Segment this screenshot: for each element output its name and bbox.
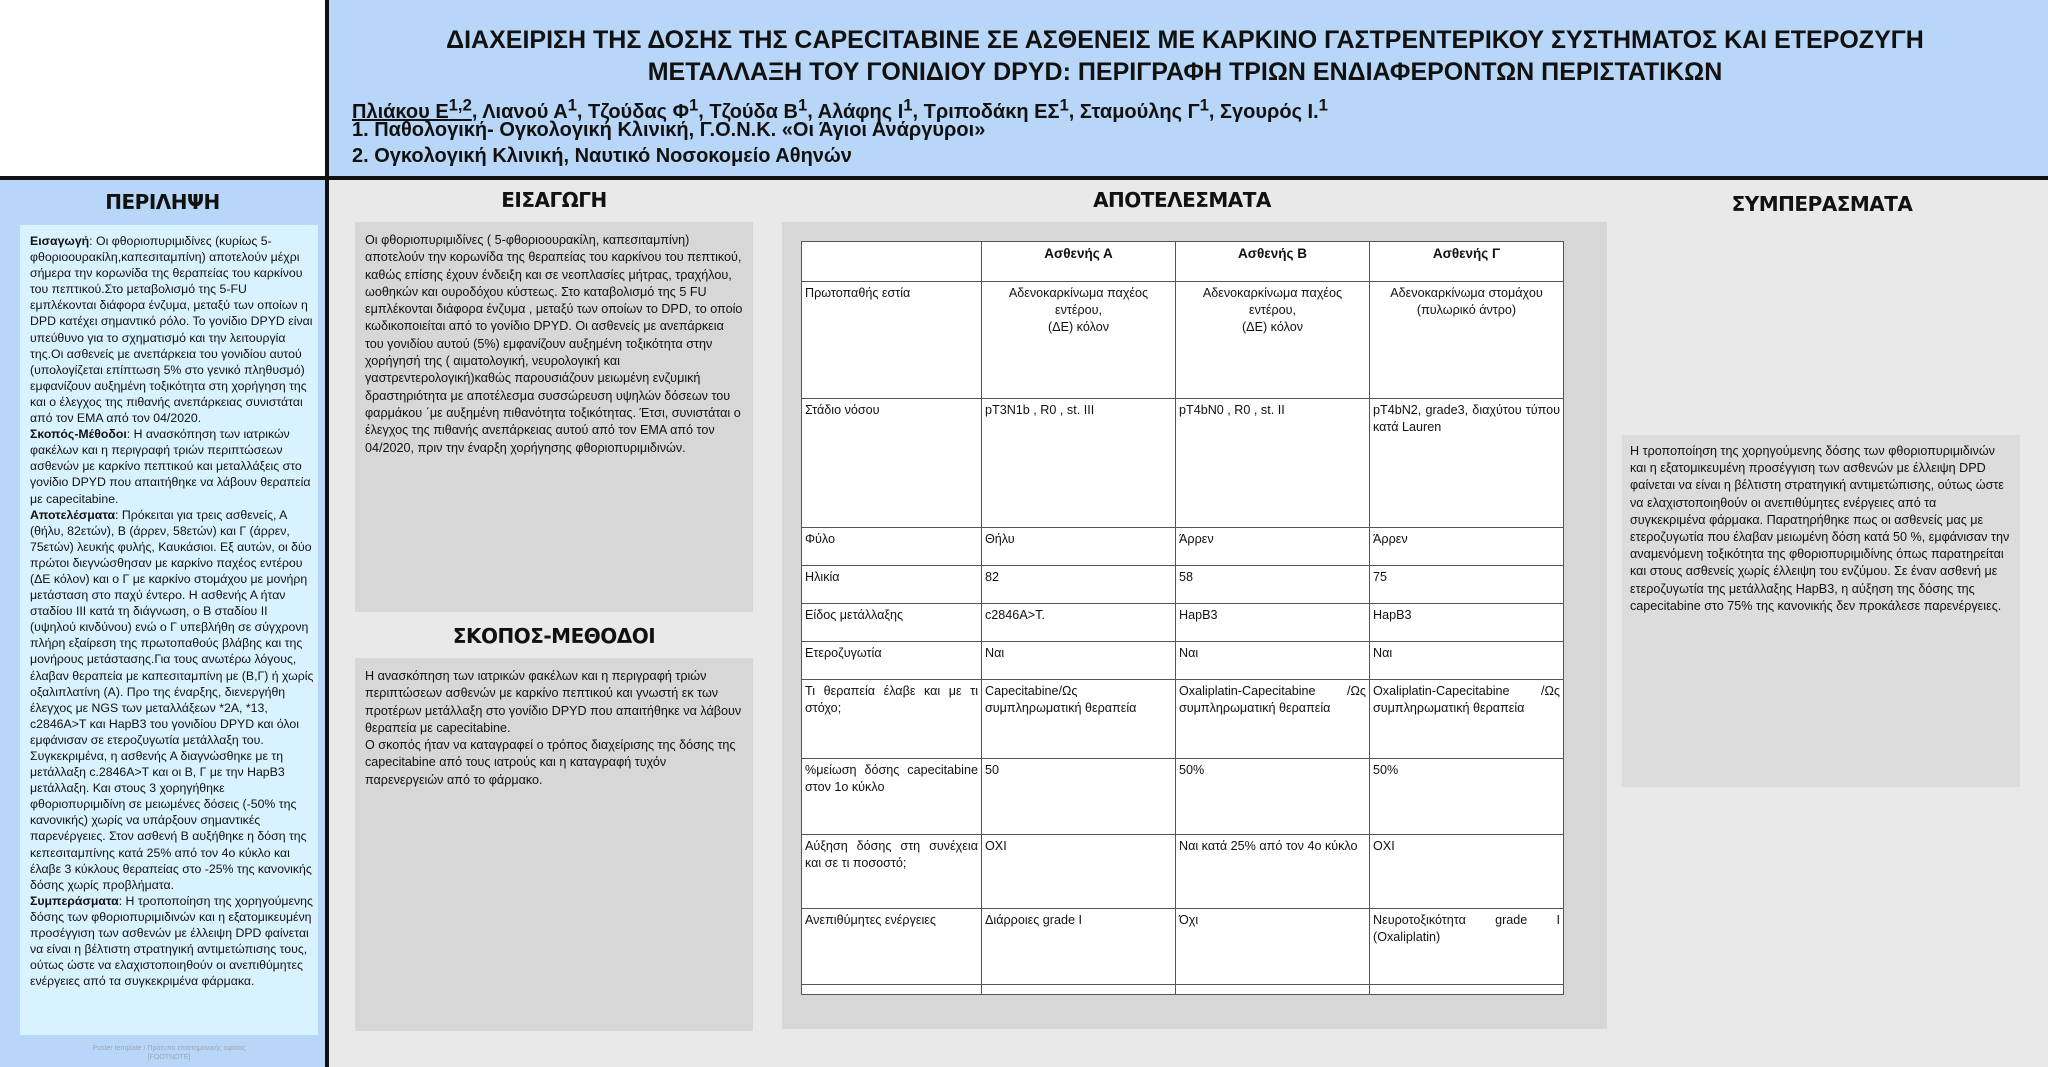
method-text-2: Ο σκοπός ήταν να καταγραφεί ο τρόπος διαχείρισης της δόσης της capecitabine από τους ιατρούς και η καταγραφή τυχόν παρενεργειών από το φάρμακο. xyxy=(365,738,736,787)
first-author: Πλιάκου Ε$^{1,2}$ xyxy=(352,95,472,123)
author-name: Σταμούλης $\Gamma^1$ xyxy=(1079,95,1209,123)
table-cell: Θήλυ xyxy=(982,528,1176,566)
table-row-empty xyxy=(802,985,1564,995)
table-row xyxy=(802,604,1564,642)
table-cell: Όχι xyxy=(1176,909,1370,985)
table-cell: 50% xyxy=(1370,759,1564,835)
table-cell: pT3N1b , R0 , st. III xyxy=(982,399,1176,528)
template-footnote: Poster template / Πρότυπο επιστημονικής αφίσας [FOOTNOTE] xyxy=(92,1045,246,1061)
table-cell: Ναι κατά 25% από τον 4ο κύκλο xyxy=(1176,835,1370,909)
table-row xyxy=(802,566,1564,604)
row-label-cell: Ανεπιθύμητες ενέργειες xyxy=(802,909,982,985)
table-cell: pT4bN2, grade3, διαχύτου τύπου κατά Lauren xyxy=(1370,399,1564,528)
abstract-intro-label: Εισαγωγή xyxy=(30,234,90,248)
intro-text: Οι φθοριοπυριμιδίνες ( 5-φθοριοουρακίλη, καπεσιταμπίνη) αποτελούν την κορωνίδα της θεραπείας του καρκίνου του πεπτικού, καθώς επίσης έχουν ένδειξη και σε νεοπλασίες μήτρας, τραχήλου, ωοθηκών και ουροδόχου κύστεως. Στο καταβολισμό της 5 FU εμπλέκονται διάφορα ένζυμα , μεταξύ των οποίων το DPD, το οποίο κωδικοποιείται από το γονίδιο DPYD. Οι ασθενείς με ανεπάρκεια του γονιδίου αυτού (5%) εμφανίζουν αυξημένη τοξικότητα στην χορήγησή της ( αιματολογική, νευρολογική και γαστρεντερολογική)καθώς παρουσιάζουν μειωμένη ενζυμική δραστηριότητα με αποτέλεσμα συσσώρευση υψηλών δόσεων του φαρμάκου ΄με αυξημένη πιθανότητα τοξικότητας. Έτσι, συνιστάται ο έλεγχος της πιθανής ανεπάρκειας αυτού από τον ΕΜΑ από τον 04/2020, πριν την έναρξη χορήγησης φθοριοπυριμιδινών. xyxy=(365,233,743,455)
abstract-concl-label: Συμπεράσματα xyxy=(30,893,119,908)
table-row xyxy=(802,642,1564,680)
affiliation-1: 1. Παθολογική- Ογκολογική Κλινική, Γ.Ο.Ν.Κ. «Οι Άγιοι Ανάργυροι» xyxy=(352,119,986,141)
table-header-row xyxy=(802,242,1564,282)
row-label-cell: Ετεροζυγωτία xyxy=(802,642,982,680)
table-cell xyxy=(1176,985,1370,995)
row-label-cell: Είδος μετάλλαξης xyxy=(802,604,982,642)
table-cell xyxy=(802,985,982,995)
table-cell: Νευροτοξικότητα grade I (Oxaliplatin) xyxy=(1370,909,1564,985)
intro-heading: ΕΙΣΑΓΩΓΗ xyxy=(501,188,607,212)
row-label-cell: Στάδιο νόσου xyxy=(802,399,982,528)
table-row xyxy=(802,680,1564,759)
conclusions-heading: ΣΥΜΠΕΡΑΣΜΑΤΑ xyxy=(1731,192,1913,216)
abstract-concl-text: : Η τροποποίηση της χορηγούμενης δόσης των φθοριοπυριμιδινών και η εξατομικευμένη προσέγγιση των ασθενών με έλλειψη DPD φαίνεται να είναι η βέλτιστη στρατηγική αντιμετώπισης τους, ούτως ώστε να ελαχιστοποιηθούν οι ανεπιθύμητες ενέργειες από τα συγκεκριμένα φάρμακα. xyxy=(30,893,313,989)
method-text xyxy=(365,668,745,789)
author-list: Πλιάκου Ε$^{1,2}$, Λιανού $A^1$, Τζούδας $\Phi^1$, Τζούδα $B^1$, Αλάφης $I^1$, Τριποδάκη $E\Sigma^1$, Σταμούλης $\Gamma^1$, Σγουρός Ι.$^1$ xyxy=(352,95,1328,123)
abstract-intro-text: : Οι φθοριοπυριμιδίνες (κυρίως 5-φθοριοουρακίλη,καπεσιταμπίνη) αποτελούν μέχρι σήμερα την κορωνίδα της θεραπείας του καρκίνου του πεπτικού.Στο μεταβολισμό της 5-FU εμπλέκονται διάφορα ένζυμα, μεταξύ των οποίων η DPD κατέχει σημαντικό ρόλο. Το γονίδιο DPYD είναι υπεύθυνο για το σχηματισμό και την λειτουργία της.Οι ασθενείς με ανεπάρκεια του γονιδίου αυτού (υπολογίζεται επίπτωση 5% στο γενικό πληθυσμό) εμφανίζουν αυξημένη τοξικότητα στη χορήγηση της και ο έλεγχος της πιθανής ανεπάρκειας συνιστάται από τον ΕΜΑ από τον 04/2020. xyxy=(30,234,313,426)
table-header-cell: Ασθενής Α xyxy=(982,242,1176,282)
table-cell: c2846A>T. xyxy=(982,604,1176,642)
table-cell xyxy=(982,985,1176,995)
abstract-results-label: Αποτελέσματα xyxy=(30,507,116,522)
table-row xyxy=(802,282,1564,399)
abstract-text xyxy=(30,233,315,989)
table-cell: HapB3 xyxy=(1176,604,1370,642)
abstract-aim-text: : Η ανασκόπηση των ιατρικών φακέλων και η περιγραφή τριών περιπτώσεων ασθενών με καρκίνο πεπτικού και μεταλλάξεις στο γονίδιο DPYD που απαιτήθηκε να λάβουν θεραπεία με capecitabine. xyxy=(30,427,311,506)
table-cell: Αδενοκαρκίνωμα παχέος εντέρου, (ΔΕ) κόλον xyxy=(1176,282,1370,399)
author-name: Λιανού $A^1$ xyxy=(482,95,577,123)
row-label-cell: Αύξηση δόσης στη συνέχεια και σε τι ποσοστό; xyxy=(802,835,982,909)
author-name: Σγουρός Ι.$^1$ xyxy=(1220,95,1328,123)
poster-title xyxy=(340,24,2030,88)
table-header-cell: Ασθενής Γ xyxy=(1370,242,1564,282)
results-heading: ΑΠΟΤΕΛΕΣΜΑΤΑ xyxy=(1093,188,1271,212)
title-line-1: ΔΙΑΧΕΙΡΙΣΗ ΤΗΣ ΔΟΣΗΣ ΤΗΣ CAPECITABINE ΣΕ ΑΣΘΕΝΕΙΣ ΜΕ ΚΑΡΚΙΝΟ ΓΑΣΤΡΕΝΤΕΡΙΚΟΥ ΣΥΣΤΗΜΑΤΟΣ ΚΑΙ ΕΤΕΡΟΖΥΓΗ xyxy=(446,26,1924,54)
table-cell: ΟΧΙ xyxy=(982,835,1176,909)
table-cell: ΟΧΙ xyxy=(1370,835,1564,909)
row-label-cell: Πρωτοπαθής εστία xyxy=(802,282,982,399)
table-cell: Ναι xyxy=(1370,642,1564,680)
table-cell: Oxaliplatin-Capecitabine /Ως συμπληρωματική θεραπεία xyxy=(1176,680,1370,759)
author-name: Αλάφης $I^1$ xyxy=(817,95,913,123)
table-cell: Capecitabine/Ως συμπληρωματική θεραπεία xyxy=(982,680,1176,759)
method-text-1: Η ανασκόπηση των ιατρικών φακέλων και η περιγραφή τριών περιπτώσεων ασθενών με καρκίνο πεπτικού και γνωστή εκ των προτέρων μετάλλαξη στο γονίδιο DPYD που απαιτήθηκε να λάβουν θεραπεία με capecitabine. xyxy=(365,669,742,735)
conclusions-text: Η τροποποίηση της χορηγούμενης δόσης των φθοριοπυριμιδινών και η εξατομικευμένη προσέγγιση των ασθενών με έλλειψη DPD φαίνεται να είναι η βέλτιστη στρατηγική αντιμετώπισης, ούτως ώστε να ελαχιστοποιηθούν οι ανεπιθύμητες ενέργειες από τα συγκεκριμένα φάρμακα. Παρατηρήθηκε πως οι ασθενείς μας με ετεροζυγωτία που έλαβαν μειωμένη δόση κατά 50 %, εμφάνισαν την αναμενόμενη τοξικότητα της φθοριοπυριμιδίνης όπως παρατηρείται και στους ασθενείς χωρίς έλλειψη του ενζύμου. Σε έναν ασθενή με ετεροζυγωτία της μετάλλαξης HapB3, η αύξηση της δόσης της capecitabine στο 75% της κανονικής δεν προκάλεσε παρενέργειες. xyxy=(1630,444,2010,613)
table-row xyxy=(802,909,1564,985)
table-cell: 50 xyxy=(982,759,1176,835)
table-cell: HapB3 xyxy=(1370,604,1564,642)
table-cell: 50% xyxy=(1176,759,1370,835)
table-cell: Άρρεν xyxy=(1370,528,1564,566)
table-cell: Ναι xyxy=(982,642,1176,680)
table-header-cell xyxy=(802,242,982,282)
vertical-divider xyxy=(325,0,329,1067)
table-cell xyxy=(1370,985,1564,995)
table-cell: Άρρεν xyxy=(1176,528,1370,566)
table-cell: Αδενοκαρκίνωμα παχέος εντέρου, (ΔΕ) κόλον xyxy=(982,282,1176,399)
table-cell: 75 xyxy=(1370,566,1564,604)
table-cell: pT4bN0 , R0 , st. II xyxy=(1176,399,1370,528)
author-name: Τζούδα $B^1$ xyxy=(709,95,808,123)
abstract-results-text: : Πρόκειται για τρεις ασθενείς, Α (θήλυ, 82ετών), Β (άρρεν, 58ετών) και Γ (άρρεν, 75ετών) λευκής φυλής, Καυκάσιοι. Εξ αυτών, οι δύο πρώτοι διεγνώσθησαν με καρκίνο παχέος εντέρου (ΔΕ κόλον) και ο Γ με καρκίνο στομάχου με μονήρη μετάσταση στο παχύ έντερο. Η ασθενής Α ήταν σταδίου III κατά τη διάγνωση, ο Β σταδίου II (υψηλού κινδύνου) ενώ ο Γ υπεβλήθη σε σύγχρονη πλήρη εξαίρεση της πρωτοπαθούς βλάβης και της μονήρους μετάστασης.Για τους ανωτέρω λόγους, έλαβαν θεραπεία με καπεσιταμπίνη με (Β,Γ) ή χωρίς οξαλιπλατίνη (Α). Προ της έναρξης, διενεργήθη έλεγχος με NGS των μεταλλάξεων *2A, *13, c2846A>T και HapB3 του γονιδίου DPYD και όλοι εμφάνισαν σε ετεροζυγωτία μετάλλαξη του. Συγκεκριμένα, η ασθενής Α διαγνώσθηκε με τη μετάλλαξη c.2846A>T και οι Β, Γ με την HapB3 μετάλλαξη. Και στους 3 χορηγήθηκε φθοριοπυριμιδίνη σε μειωμένες δόσεις (-50% της κανονικής) χωρίς να υπάρξουν σημαντικές παρενέργειες. Στον ασθενή Β αυξήθηκε η δόση της κεπεσιταμπίνης κατά 25% από τον 4ο κύκλο και έλαβε 3 κύκλους θεραπείας στο -25% της κανονικής δόσης χωρίς προβλήματα. xyxy=(30,507,314,892)
table-row xyxy=(802,399,1564,528)
table-row xyxy=(802,835,1564,909)
author-name: Τριποδάκη $E\Sigma^1$ xyxy=(923,95,1069,123)
row-label-cell: %μείωση δόσης capecitabine στον 1ο κύκλο xyxy=(802,759,982,835)
table-row xyxy=(802,759,1564,835)
table-cell: Ναι xyxy=(1176,642,1370,680)
title-line-2: ΜΕΤΑΛΛΑΞΗ ΤΟΥ ΓΟΝΙΔΙΟΥ DPYD: ΠΕΡΙΓΡΑΦΗ ΤΡΙΩΝ ΕΝΔΙΑΦΕΡΟΝΤΩΝ ΠΕΡΙΣΤΑΤΙΚΩΝ xyxy=(647,58,1723,86)
table-cell: Διάρροιες grade I xyxy=(982,909,1176,985)
abstract-heading: ΠΕΡΙΛΗΨΗ xyxy=(105,190,220,214)
row-label-cell: Τι θεραπεία έλαβε και με τι στόχο; xyxy=(802,680,982,759)
author-name: Τζούδας $\Phi^1$ xyxy=(588,95,699,123)
row-label-cell: Ηλικία xyxy=(802,566,982,604)
table-cell: 58 xyxy=(1176,566,1370,604)
abstract-aim-label: Σκοπός-Μέθοδοι xyxy=(30,427,127,442)
table-cell: Αδενοκαρκίνωμα στομάχου (πυλωρικό άντρο) xyxy=(1370,282,1564,399)
row-label-cell: Φύλο xyxy=(802,528,982,566)
table-header-cell: Ασθενής Β xyxy=(1176,242,1370,282)
table-cell: 82 xyxy=(982,566,1176,604)
table-cell: Oxaliplatin-Capecitabine /Ως συμπληρωματική θεραπεία xyxy=(1370,680,1564,759)
results-table xyxy=(801,241,1564,995)
table-row xyxy=(802,528,1564,566)
method-heading: ΣΚΟΠΟΣ-ΜΕΘΟΔΟΙ xyxy=(452,624,656,648)
affiliation-2: 2. Ογκολογική Κλινική, Ναυτικό Νοσοκομείο Αθηνών xyxy=(352,145,852,167)
logo-area xyxy=(0,0,325,176)
